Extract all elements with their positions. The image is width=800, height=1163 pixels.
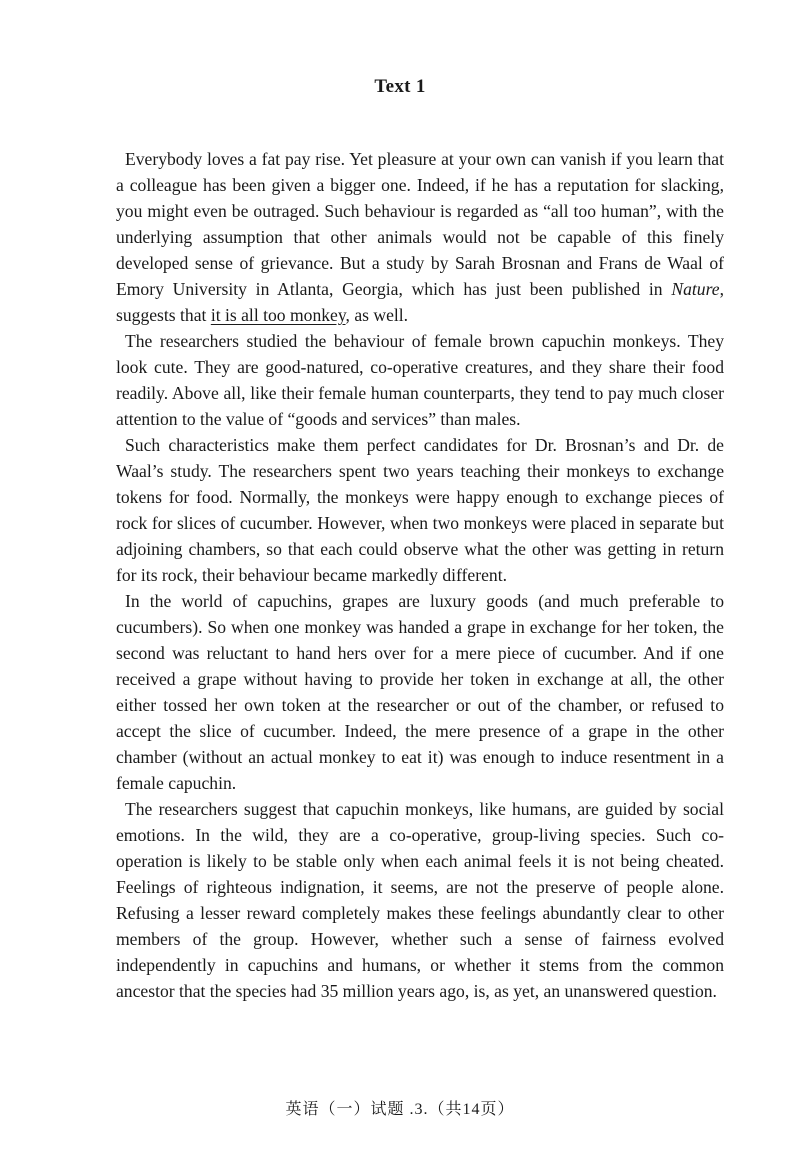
paragraph-1: [116, 146, 724, 328]
paragraph-1-text-c: , as well.: [345, 305, 409, 325]
paragraph-4: In the world of capuchins, grapes are luxury goods (and much preferable to cucumbers). So when one monkey was handed a grape in exchange for her token, the second was reluctant to hand hers over for a mere piece of cucumber. And if one received a grape without having to provide her token in exchange at all, the other either tossed her own token at the researcher or out of the chamber, or refused to accept the slice of cucumber. Indeed, the mere presence of a grape in the other chamber (without an actual monkey to eat it) was enough to induce resentment in a female capuchin.: [116, 591, 724, 793]
underlined-phrase: it is all too monkey: [210, 305, 346, 325]
paragraph-3: Such characteristics make them perfect candidates for Dr. Brosnan’s and Dr. de Waal’s study. The researchers spent two years teaching their monkeys to exchange tokens for food. Normally, the monkeys were happy enough to exchange pieces of rock for slices of cucumber. However, when two monkeys were placed in separate but adjoining chambers, so that each could observe what the other was getting in return for its rock, their behaviour became markedly different.: [116, 435, 724, 585]
passage-title: Text 1: [374, 76, 426, 97]
journal-name-nature: Nature: [671, 279, 720, 299]
paragraph-2: The researchers studied the behaviour of female brown capuchin monkeys. They look cute. They are good-natured, co-operative creatures, and they share their food readily. Above all, like their female human counterparts, they tend to pay much closer attention to the value of “goods and services” than males.: [116, 331, 724, 429]
page-footer: 英语（一）试题 .3.（共14页）: [285, 1101, 515, 1118]
paragraph-1-text-b: , suggests that: [116, 279, 724, 325]
paragraph-5: The researchers suggest that capuchin monkeys, like humans, are guided by social emotions. In the wild, they are a co-operative, group-living species. Such co-operation is likely to be stable only when each animal feels it is not being cheated. Feelings of righteous indignation, it seems, are not the preserve of people alone. Refusing a lesser reward completely makes these feelings abundantly clear to other members of the group. However, whether such a sense of fairness evolved independently in capuchins and humans, or whether it stems from the common ancestor that the species had 35 million years ago, is, as yet, an unanswered question.: [116, 799, 724, 1001]
passage-body: [116, 146, 724, 1004]
paragraph-1-text-a: Everybody loves a fat pay rise. Yet pleasure at your own can vanish if you learn that a colleague has been given a bigger one. Indeed, if he has a reputation for slacking, you might even be outraged. Such behaviour is regarded as “all too human”, with the underlying assumption that other animals would not be capable of this finely developed sense of grievance. But a study by Sarah Brosnan and Frans de Waal of Emory University in Atlanta, Georgia, which has just been published in: [116, 149, 724, 299]
